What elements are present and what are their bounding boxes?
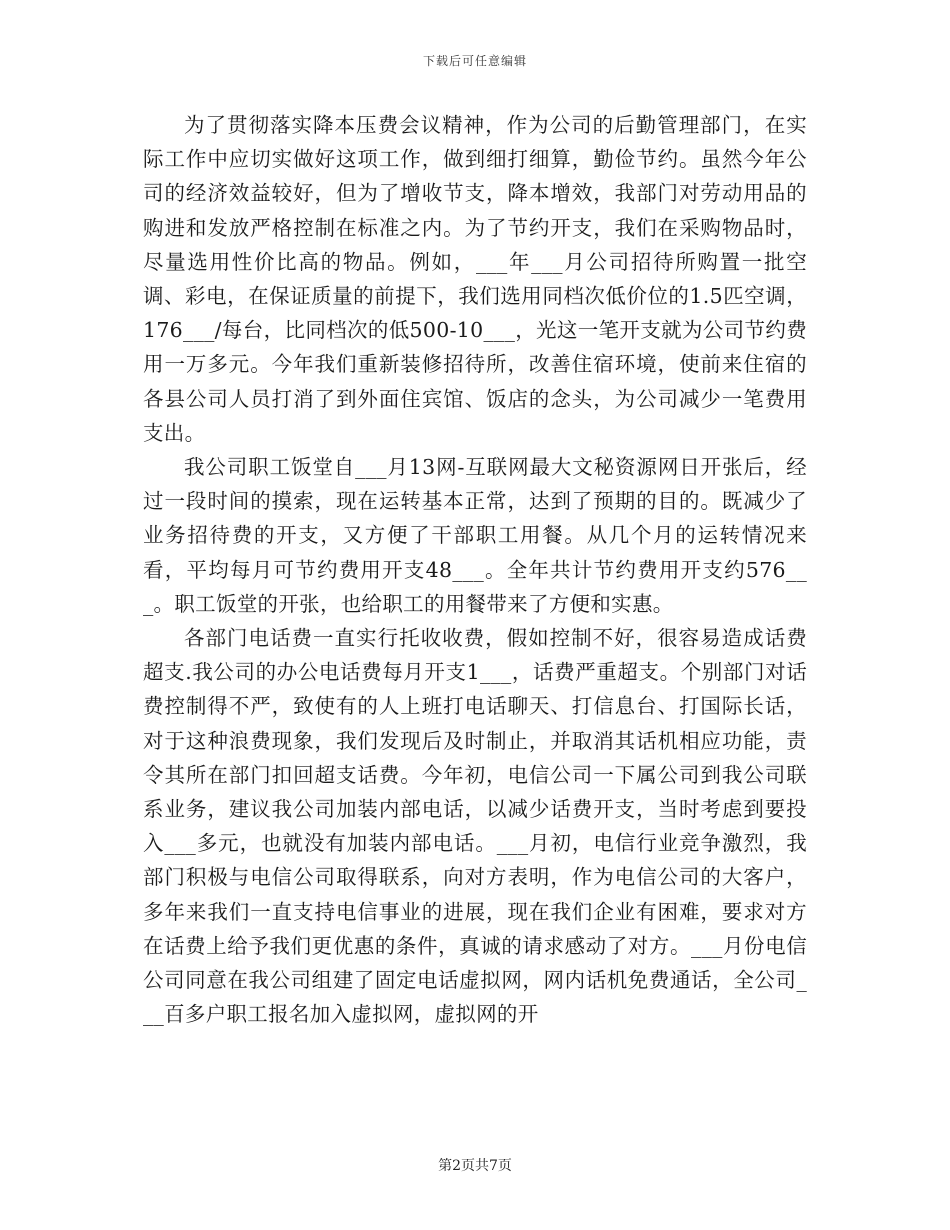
document-body [143,108,807,1031]
page-number: 第2页共7页 [438,1158,512,1174]
paragraph-telephone-fees: 各部门电话费一直实行托收收费，假如控制不好，很容易造成话费超支.我公司的办公电话费每月开支1___，话费严重超支。个别部门对话费控制得不严，致使有的人上班打电话聊天、打信息台、打国际长话，对于这种浪费现象，我们发现后及时制止，并取消其话机相应功能，责令其所在部门扣回超支话费。今年初，电信公司一下属公司到我公司联系业务，建议我公司加装内部电话，以减少话费开支，当时考虑到要投入___多元，也就没有加装内部电话。___月初，电信行业竞争激烈，我部门积极与电信公司取得联系，向对方表明，作为电信公司的大客户，多年来我们一直支持电信事业的进展，现在我们企业有困难，要求对方在话费上给予我们更优惠的条件，真诚的请求感动了对方。___月份电信公司同意在我公司组建了固定电话虚拟网，网内话机免费通话，全公司___百多户职工报名加入虚拟网，虚拟网的开 [143,626,807,1027]
paragraph-cost-saving-purchasing: 为了贯彻落实降本压费会议精神，作为公司的后勤管理部门，在实际工作中应切实做好这项工作，做到细打细算，勤俭节约。虽然今年公司的经济效益较好，但为了增收节支，降本增效，我部门对劳动用品的购进和发放严格控制在标准之内。为了节约开支，我们在采购物品时，尽量选用性价比高的物品。例如，___年___月公司招待所购置一批空调、彩电，在保证质量的前提下，我们选用同档次低价位的1.5匹空调，176___/每台，比同档次的低500-10___，光这一笔开支就为公司节约费用一万多元。今年我们重新装修招待所，改善住宿环境，使前来住宿的各县公司人员打消了到外面住宾馆、饭店的念头，为公司减少一笔费用支出。 [143,113,807,445]
paragraph-staff-canteen: 我公司职工饭堂自___月13网-互联网最大文秘资源网日开张后，经过一段时间的摸索，现在运转基本正常，达到了预期的目的。既减少了业务招待费的开支，又方便了干部职工用餐。从几个月的运转情况来看，平均每月可节约费用开支48___。全年共计节约费用开支约576___。职工饭堂的开张，也给职工的用餐带来了方便和实惠。 [143,455,807,616]
page-header-note: 下载后可任意编辑 [422,54,527,68]
